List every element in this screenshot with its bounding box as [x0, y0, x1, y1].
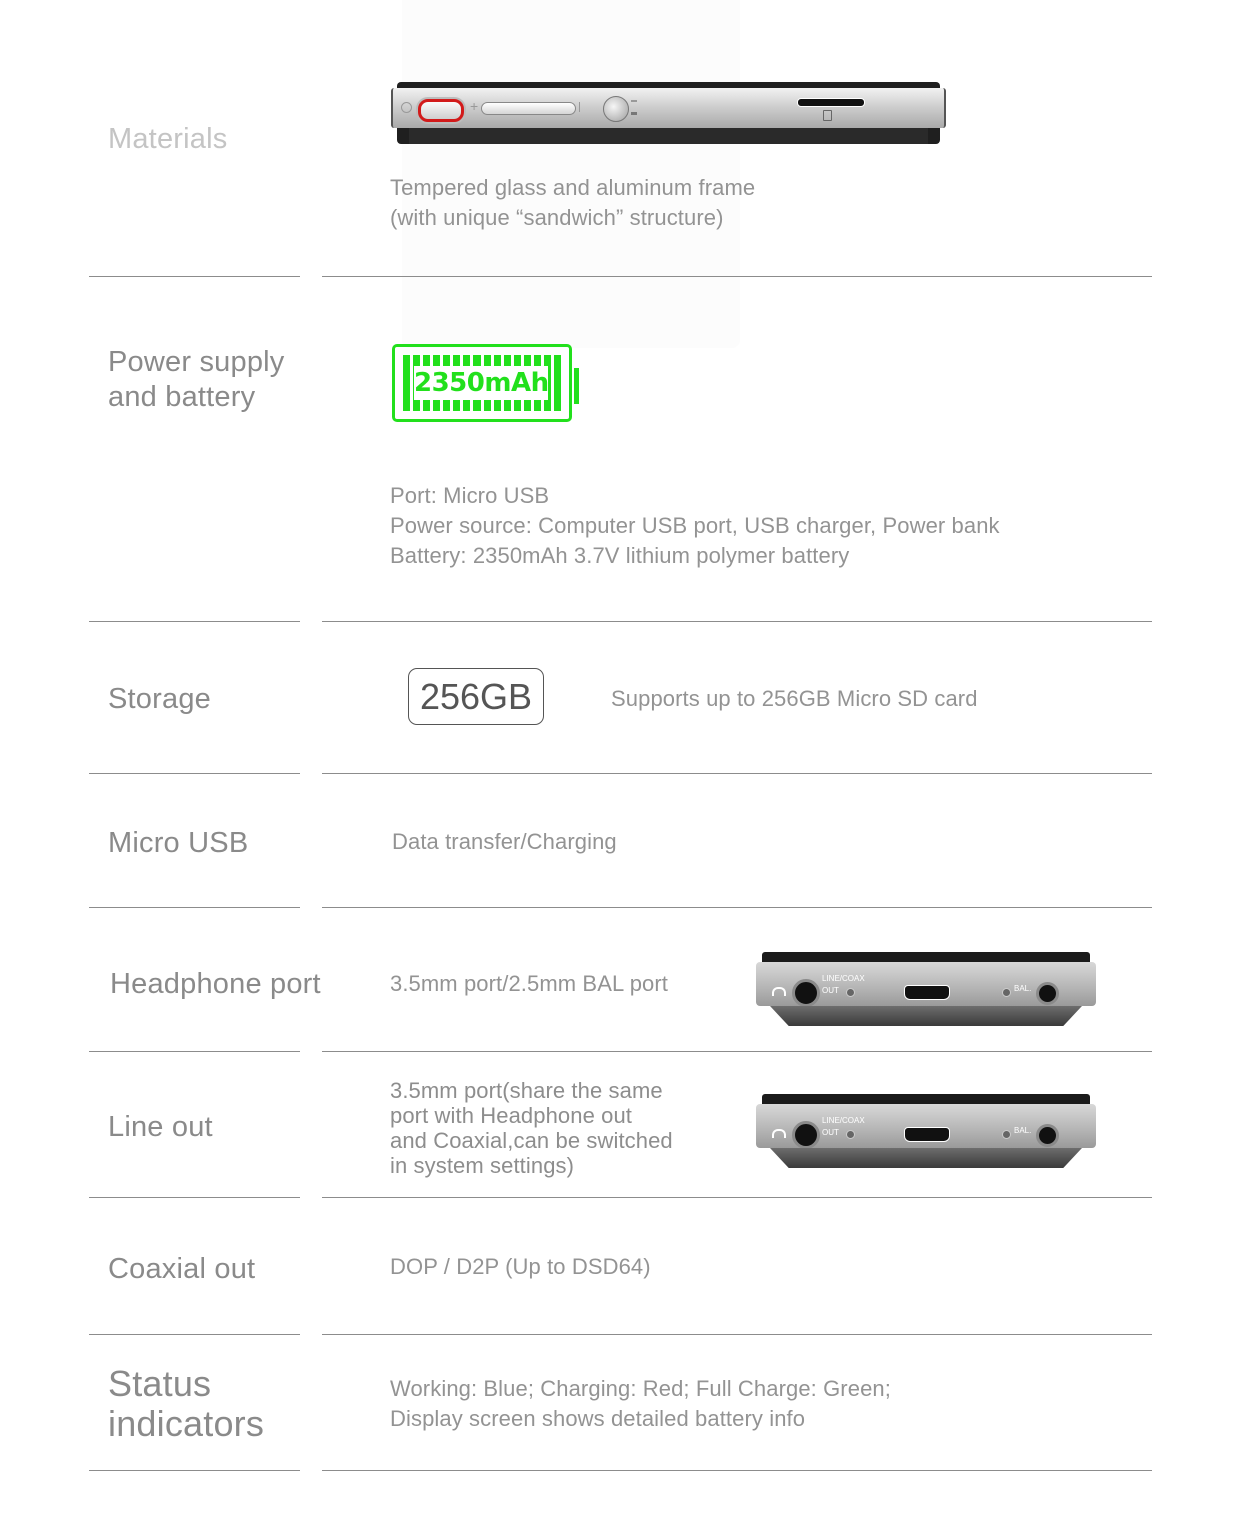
divider	[322, 1334, 1152, 1335]
power-button-illustration	[418, 99, 464, 122]
battery-icon	[392, 344, 576, 426]
desc-line: Battery: 2350mAh 3.7V lithium polymer battery	[390, 543, 850, 568]
desc-line: 3.5mm port(share the same	[390, 1078, 663, 1103]
line-out-description	[390, 1078, 673, 1178]
desc-line: port with Headphone out	[390, 1103, 633, 1128]
coaxial-out-description: DOP / D2P (Up to DSD64)	[390, 1254, 651, 1279]
usb-port-illustration	[904, 1127, 950, 1142]
desc-line: Port: Micro USB	[390, 483, 550, 508]
volume-rocker-illustration	[481, 102, 576, 115]
desc-line: (with unique “sandwich” structure)	[390, 205, 724, 230]
label-line: and battery	[108, 381, 256, 413]
sd-slot-illustration	[797, 98, 865, 107]
label-line: indicators	[108, 1403, 265, 1444]
divider	[322, 621, 1152, 622]
power-description	[390, 481, 1000, 571]
label-line: Status	[108, 1363, 212, 1404]
desc-line: in system settings)	[390, 1153, 575, 1178]
divider	[322, 1197, 1152, 1198]
divider	[89, 1051, 300, 1052]
divider	[89, 773, 300, 774]
knob-illustration	[603, 96, 629, 122]
label-line: Power supply	[108, 346, 285, 378]
divider	[322, 1470, 1152, 1471]
status-indicators-description	[390, 1374, 891, 1434]
device-bottom-side-image	[756, 952, 1096, 1027]
materials-description	[390, 173, 755, 233]
battery-capacity-badge: 2350mAh	[414, 368, 549, 398]
storage-capacity-badge: 256GB	[408, 668, 544, 725]
headphone-jack-illustration	[792, 1121, 820, 1149]
micro-usb-label: Micro USB	[108, 827, 249, 859]
power-icon	[401, 102, 412, 113]
play-icon	[631, 100, 637, 115]
status-indicators-label	[108, 1364, 264, 1444]
balanced-jack-illustration	[1036, 1124, 1059, 1147]
port-label: OUT	[822, 986, 839, 995]
port-label: LINE/COAX	[822, 974, 865, 983]
divider	[89, 1197, 300, 1198]
desc-line: Power source: Computer USB port, USB charger, Power bank	[390, 513, 1000, 538]
headphone-icon	[772, 987, 786, 996]
device-top-side-image	[391, 82, 946, 144]
usb-port-illustration	[904, 985, 950, 1000]
led-indicator	[846, 988, 855, 997]
sd-card-icon	[823, 110, 832, 121]
headphone-port-label: Headphone port	[110, 968, 321, 1000]
divider	[89, 1470, 300, 1471]
port-label: BAL.	[1014, 984, 1032, 993]
coaxial-out-label: Coaxial out	[108, 1253, 256, 1285]
power-label	[108, 345, 285, 415]
port-label: LINE/COAX	[822, 1116, 865, 1125]
headphone-port-description: 3.5mm port/2.5mm BAL port	[390, 971, 669, 996]
divider	[322, 276, 1152, 277]
line-out-label: Line out	[108, 1111, 213, 1143]
materials-label: Materials	[108, 123, 228, 155]
micro-usb-description: Data transfer/Charging	[392, 829, 617, 854]
desc-line: and Coaxial,can be switched	[390, 1128, 673, 1153]
storage-description: Supports up to 256GB Micro SD card	[611, 686, 978, 711]
divider	[89, 621, 300, 622]
desc-line: Working: Blue; Charging: Red; Full Charge: Green;	[390, 1376, 891, 1401]
headphone-jack-illustration	[792, 979, 820, 1007]
storage-label: Storage	[108, 683, 211, 715]
divider	[89, 1334, 300, 1335]
plus-icon: +	[470, 98, 479, 114]
desc-line: Display screen shows detailed battery info	[390, 1406, 806, 1431]
divider	[89, 907, 300, 908]
device-bottom-side-image	[756, 1094, 1096, 1169]
divider	[322, 907, 1152, 908]
headphone-icon	[772, 1129, 786, 1138]
led-indicator	[1002, 988, 1011, 997]
balanced-jack-illustration	[1036, 982, 1059, 1005]
led-indicator	[846, 1130, 855, 1139]
port-label: OUT	[822, 1128, 839, 1137]
minus-icon	[579, 102, 580, 112]
divider	[322, 773, 1152, 774]
desc-line: Tempered glass and aluminum frame	[390, 175, 756, 200]
divider	[89, 276, 300, 277]
port-label: BAL.	[1014, 1126, 1032, 1135]
divider	[322, 1051, 1152, 1052]
led-indicator	[1002, 1130, 1011, 1139]
